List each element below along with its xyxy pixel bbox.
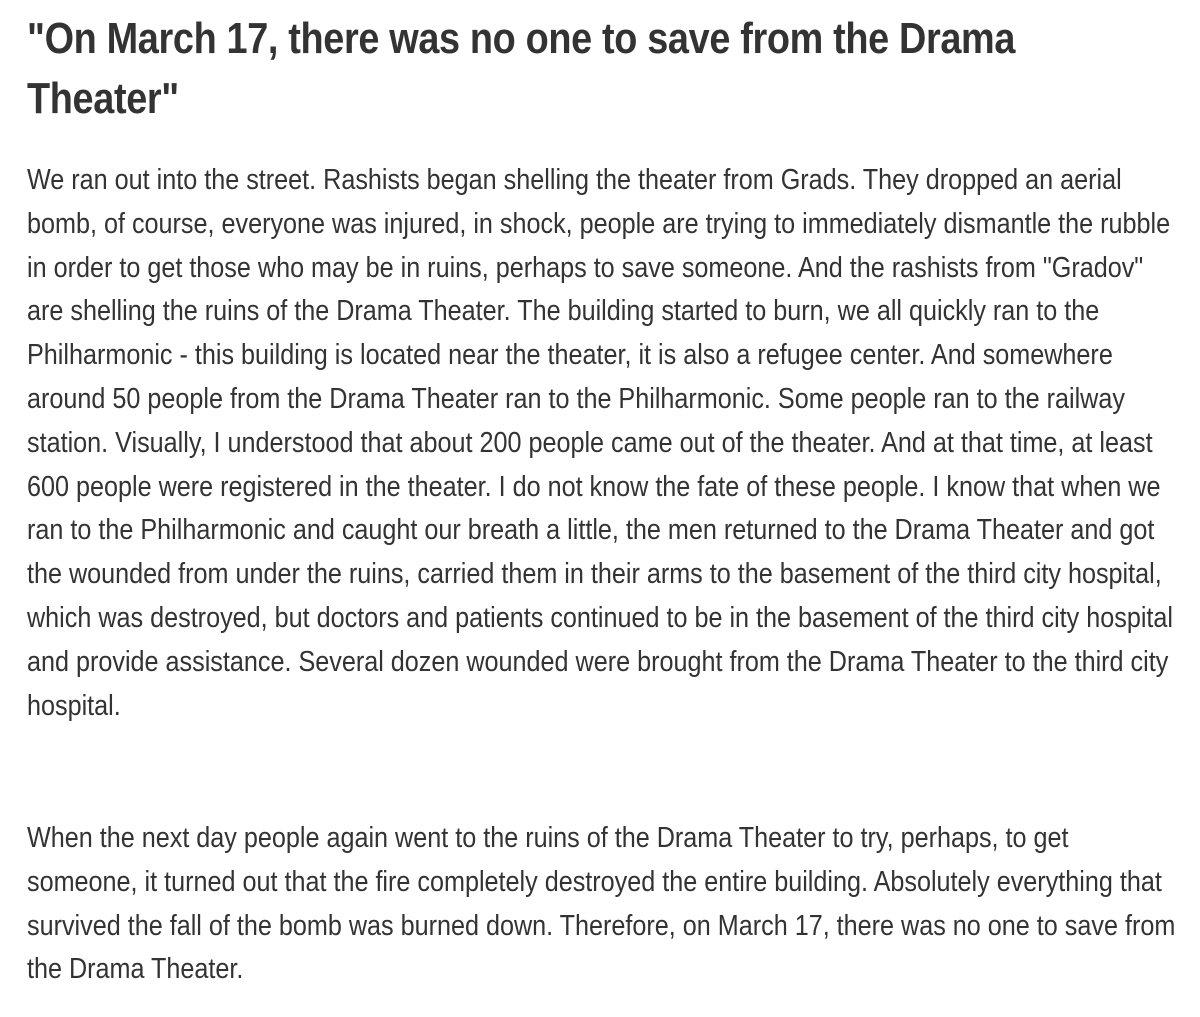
article [27, 0, 1177, 986]
article-paragraph-1: We ran out into the street. Rashists began shelling the theater from Grads. They dropped an aerial bomb, of course, everyone was injured, in shock, people are trying to immediately dismantle the rubble in order to get those who may be in ruins, perhaps to save someone. And the rashists from "Gradov" are shelling the ruins of the Drama Theater. The building started to burn, we all quickly ran to the Philharmonic - this building is located near the theater, it is also a refugee center. And somewhere around 50 people from the Drama Theater ran to the Philharmonic. Some people ran to the railway station. Visually, I understood that about 200 people came out of the theater. And at that time, at least 600 people were registered in the theater. I do not know the fate of these people. I know that when we ran to the Philharmonic and caught our breath a little, the men returned to the Drama Theater and got the wounded from under the ruins, carried them in their arms to the basement of the third city hospital, which was destroyed, but doctors and patients continued to be in the basement of the third city hospital and provide assistance. Several dozen wounded were brought from the Drama Theater to the third city hospital. [27, 164, 1174, 722]
article-paragraph-2: When the next day people again went to the ruins of the Drama Theater to try, perhaps, to get someone, it turned out that the fire completely destroyed the entire building. Absolutely everything that survived the fall of the bomb was burned down. Therefore, on March 17, there was no one to save from the Drama Theater. [27, 822, 1176, 986]
article-heading: "On March 17, there was no one to save from the Drama Theater" [27, 14, 1016, 123]
